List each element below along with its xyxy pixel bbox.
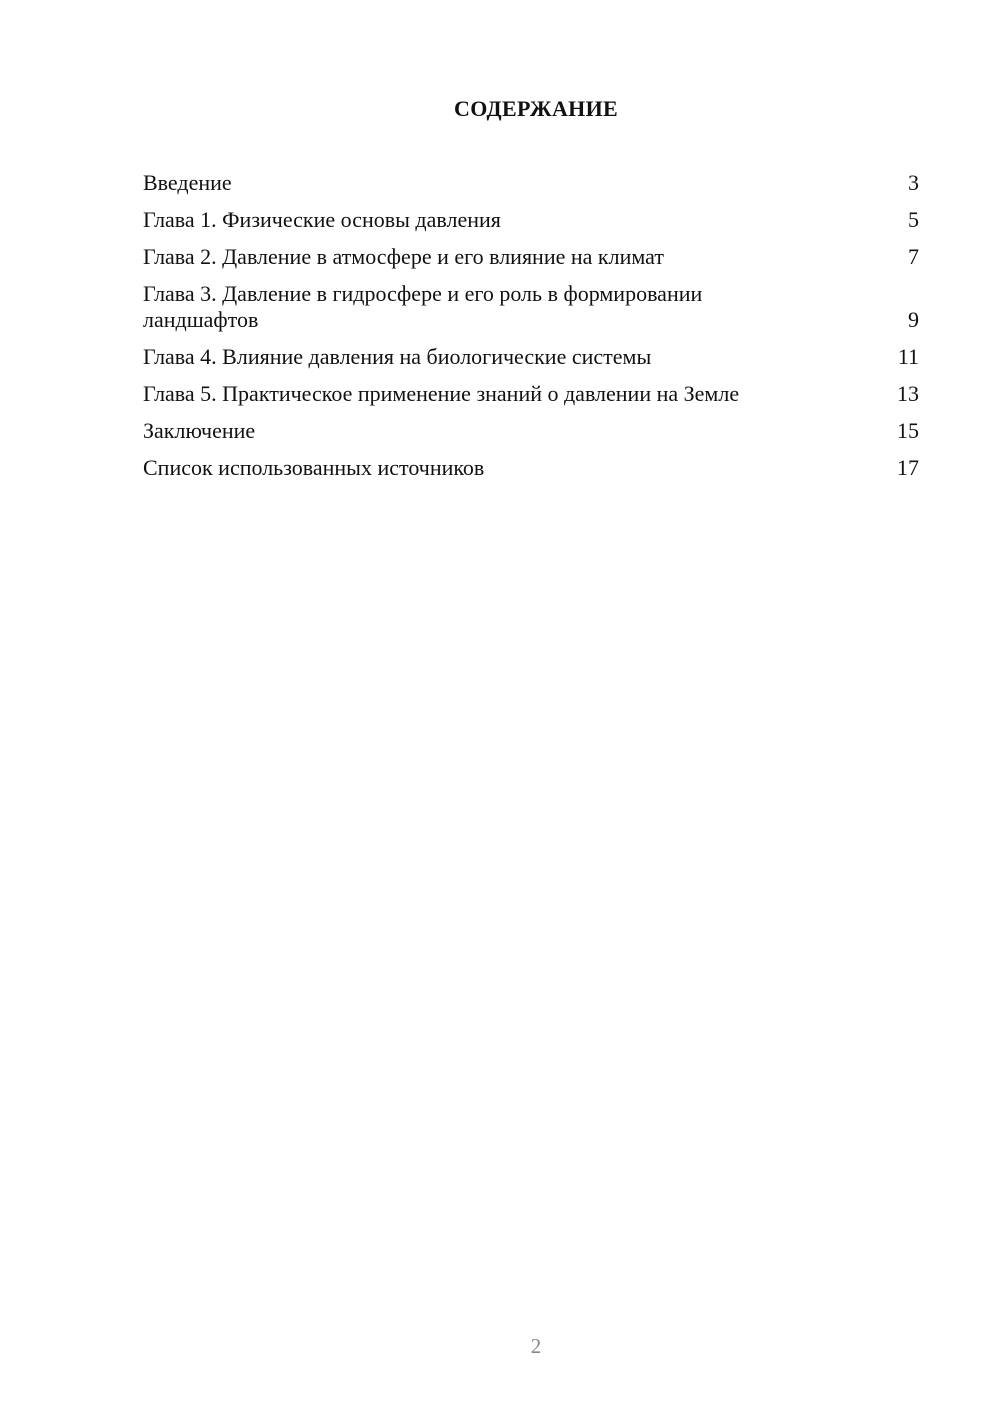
toc-entry-title: Глава 3. Давление в гидросфере и его роль в формировании ландшафтов [143,281,703,332]
toc-entry-page: 5 [908,207,919,232]
toc-entry [143,344,919,370]
toc-entry-title: Глава 5. Практическое применение знаний о давлении на Земле [143,381,740,406]
toc-entry [143,418,919,444]
table-of-contents [143,170,919,492]
toc-entry-page: 3 [908,170,919,195]
toc-entry [143,381,919,407]
toc-entry-title: Список использованных источников [143,455,485,480]
toc-entry-title: Введение [143,170,232,195]
page-number: 2 [530,1334,542,1358]
toc-entry [143,455,919,481]
toc-entry-title: Глава 4. Влияние давления на биологические системы [143,344,652,369]
toc-entry-page: 13 [897,381,919,406]
toc-entry-title: Глава 1. Физические основы давления [143,207,501,232]
toc-entry-page: 11 [897,344,919,369]
toc-entry-page: 7 [908,244,919,269]
toc-entry [143,170,919,196]
toc-entry [143,244,919,270]
toc-entry-page: 9 [908,307,919,332]
toc-entry [143,207,919,233]
toc-entry-title: Глава 2. Давление в атмосфере и его влияние на климат [143,244,664,269]
toc-entry-page: 15 [897,418,919,443]
toc-entry-title: Заключение [143,418,256,443]
toc-entry [143,281,919,333]
toc-entry-page: 17 [897,455,919,480]
toc-heading: СОДЕРЖАНИЕ [454,96,618,121]
